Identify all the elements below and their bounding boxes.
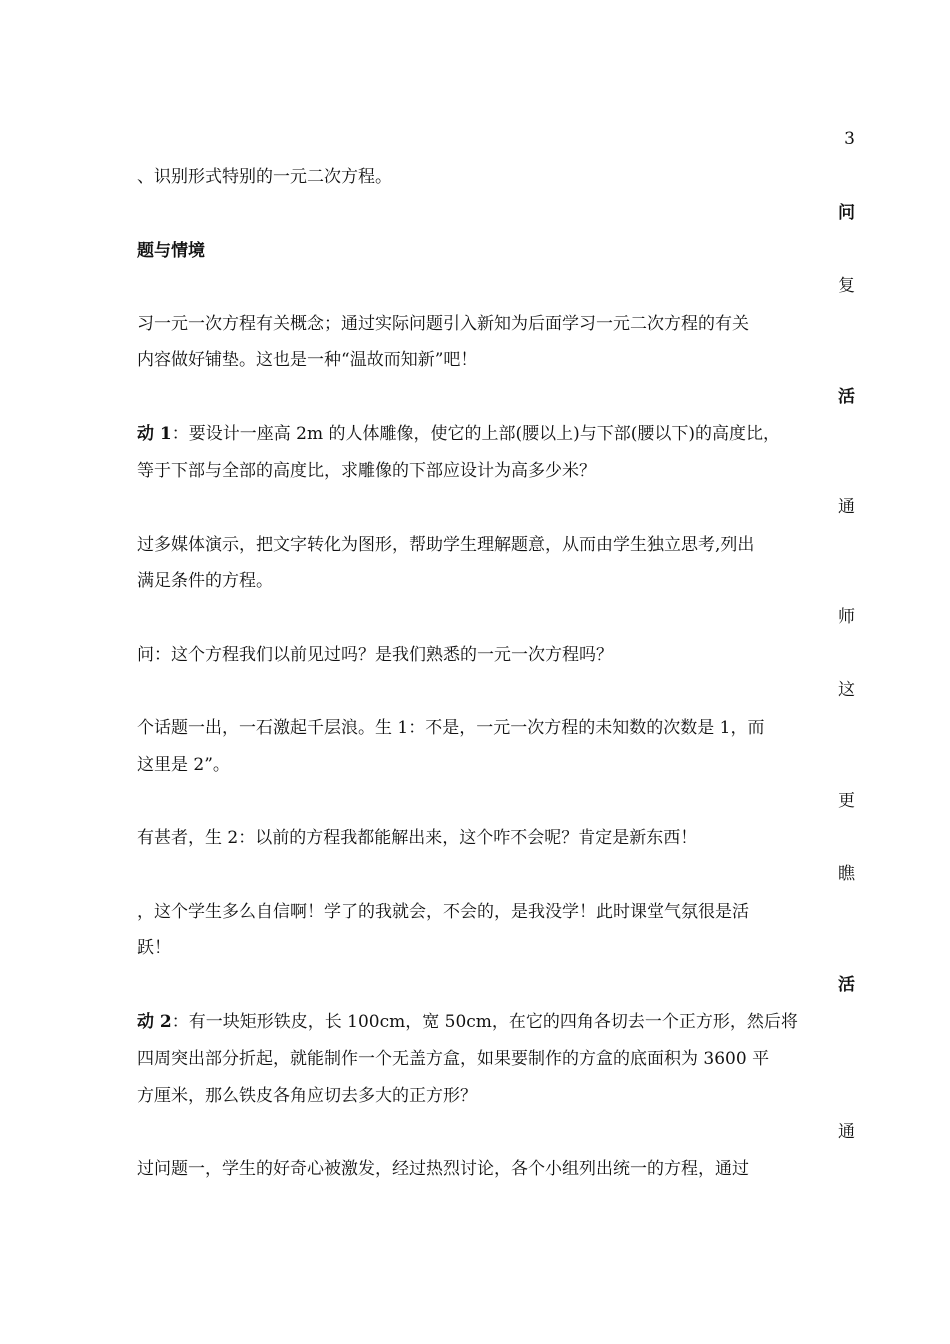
paragraph-line: 等于下部与全部的高度比，求雕像的下部应设计为高多少米？ [137,461,596,481]
paragraph-line: 内容做好铺垫。这也是一种“温故而知新”吧！ [137,350,478,370]
page-number: 3 [844,129,855,149]
paragraph-line: 、识别形式特别的一元二次方程。 [137,167,392,187]
section-heading-start: 问 [838,203,855,223]
paragraph-line: 个话题一出，一石激起千层浪。生 1：不是，一元一次方程的未知数的次数是 1，而 [137,718,765,738]
activity-text: ：要设计一座高 2m 的人体雕像，使它的上部(腰以上)与下部(腰以下)的高度比， [171,424,781,444]
paragraph-line: 过问题一，学生的好奇心被激发，经过热烈讨论，各个小组列出统一的方程，通过 [137,1159,749,1179]
paragraph-line: 四周突出部分折起，就能制作一个无盖方盒，如果要制作的方盒的底面积为 3600 平 [137,1049,770,1069]
paragraph-start-char: 这 [838,680,855,700]
paragraph-start-char: 瞧 [838,864,855,884]
paragraph-line: 这里是 2”。 [137,755,230,775]
activity-label: 动 2 [137,1012,172,1032]
activity-text: ：有一块矩形铁皮，长 100cm，宽 50cm，在它的四角各切去一个正方形，然后将 [171,1012,798,1032]
paragraph-start-char: 师 [838,607,855,627]
paragraph-line: 问：这个方程我们以前见过吗？是我们熟悉的一元一次方程吗？ [137,645,613,665]
paragraph-start-char: 更 [838,791,855,811]
paragraph-start-char: 通 [838,497,855,517]
paragraph-line: 满足条件的方程。 [137,571,273,591]
paragraph-line: 跃！ [137,938,171,958]
paragraph-line: 过多媒体演示，把文字转化为图形，帮助学生理解题意，从而由学生独立思考,列出 [137,535,755,555]
paragraph-line: 有甚者，生 2：以前的方程我都能解出来，这个咋不会呢？肯定是新东西！ [137,828,698,848]
activity-heading-start: 活 [838,387,855,407]
paragraph-line: ，这个学生多么自信啊！学了的我就会，不会的，是我没学！此时课堂气氛很是活 [137,902,749,922]
paragraph-line: 习一元一次方程有关概念；通过实际问题引入新知为后面学习一元二次方程的有关 [137,314,749,334]
paragraph-start-char: 通 [838,1122,855,1142]
paragraph-line [137,423,780,445]
activity-heading-start: 活 [838,975,855,995]
paragraph-start-char: 复 [838,276,855,296]
section-heading: 题与情境 [137,241,205,261]
paragraph-line [137,1011,798,1033]
paragraph-line: 方厘米，那么铁皮各角应切去多大的正方形？ [137,1086,477,1106]
activity-label: 动 1 [137,424,172,444]
